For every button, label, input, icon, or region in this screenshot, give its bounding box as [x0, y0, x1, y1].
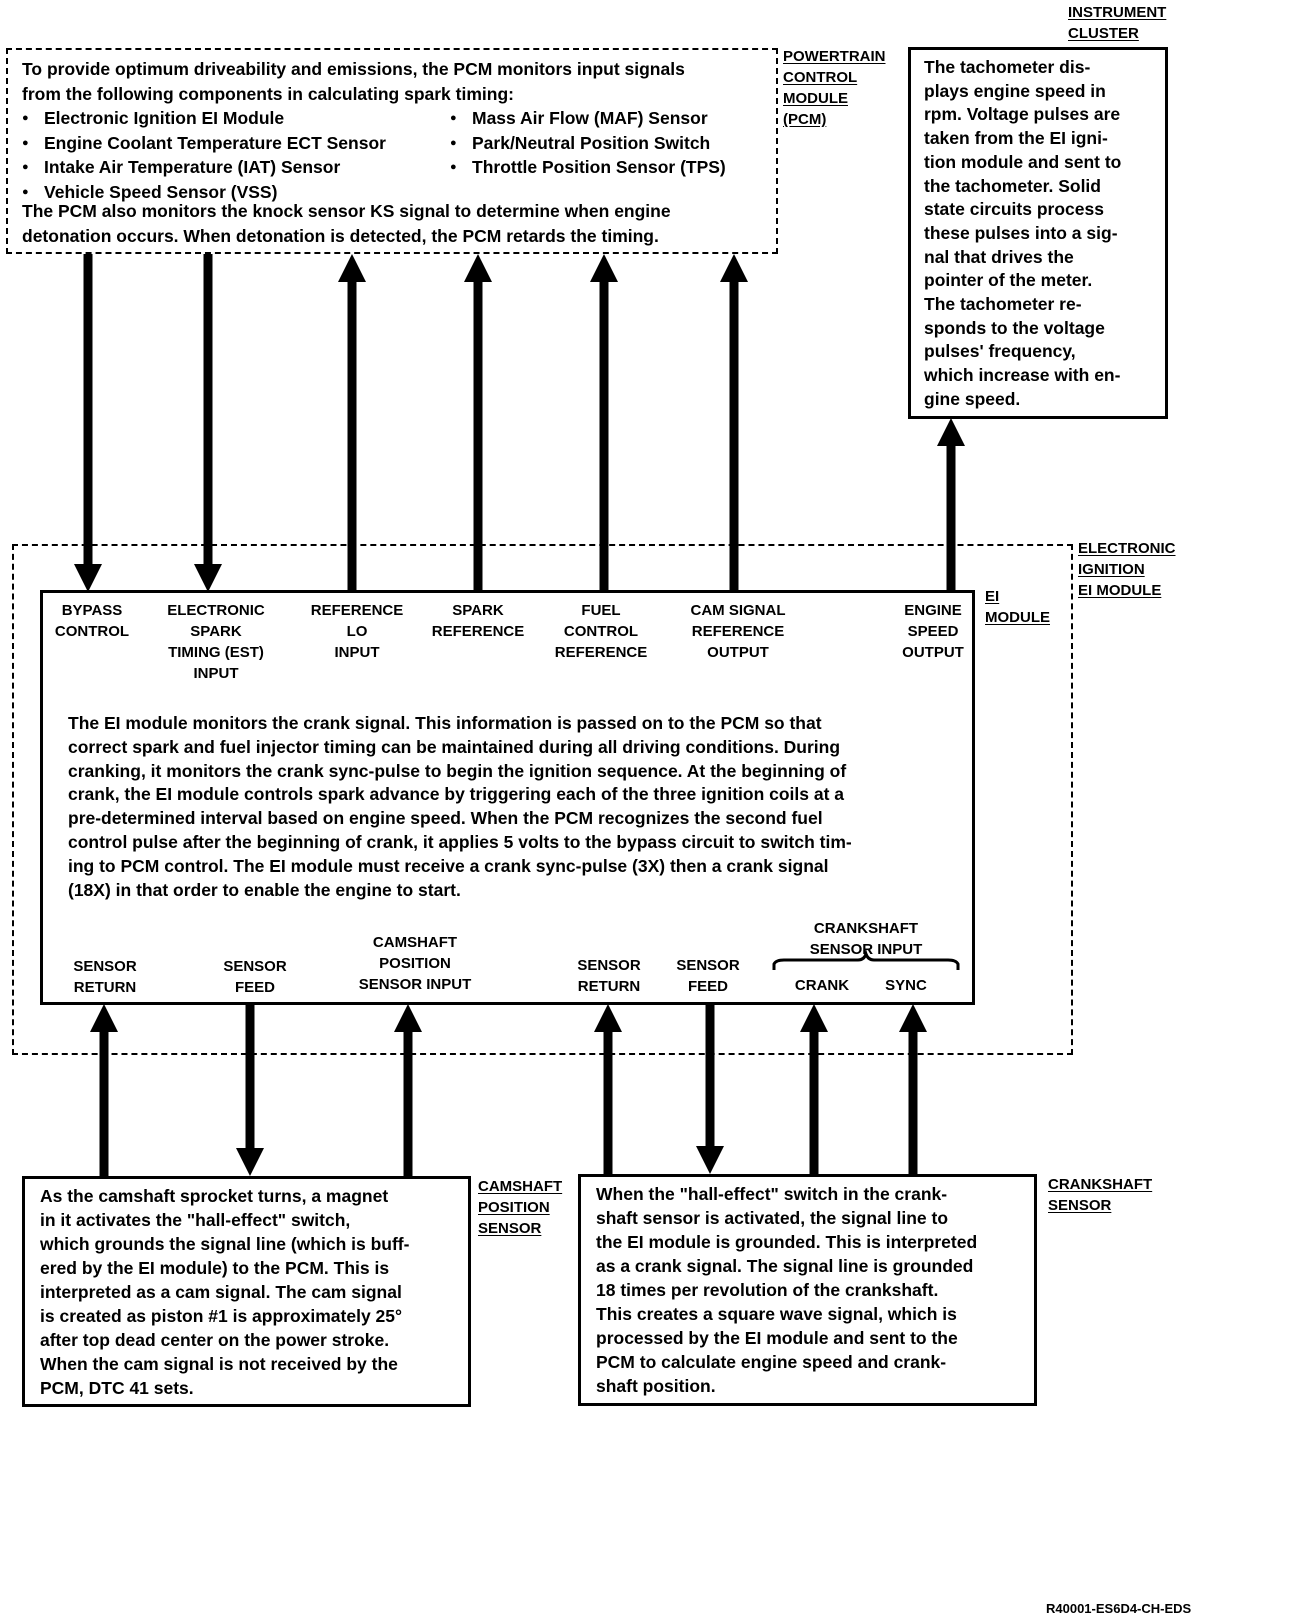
pcm-input-item: ● Vehicle Speed Sensor (VSS): [22, 180, 386, 205]
ei-description: The EI module monitors the crank signal. This information is passed on to the PCM so that correct spark and fuel injector timing can be maintained during all driving conditions. During cranking, it monitors the crank sync-pulse to begin the ignition sequence. At the beginning of crank, the EI module controls spark advance by triggering each of the three ignition coils at a pre-determined interval based on engine speed. When the PCM recognizes the second fuel control pulse after the beginning of crank, it applies 5 volts to the bypass circuit to switch tim- ing to PCM control. The EI module must receive a crank sync-pulse (3X) then a crank signal (18X) in that order to enable the engine to start.: [68, 713, 852, 900]
pcm-intro-text: To provide optimum driveability and emissions, the PCM monitors input signals from the following components in calculating spark timing:: [22, 59, 685, 104]
pin-camshaft-position-sensor-input: CAMSHAFT POSITION SENSOR INPUT: [358, 934, 472, 993]
wire-spark-reference: [464, 254, 492, 590]
pin-sensor-feed-crank: SENSOR FEED: [676, 957, 740, 995]
pcm-input-item: ● Park/Neutral Position Switch: [450, 131, 726, 156]
pin-engine-speed-output: ENGINE SPEED OUTPUT: [902, 602, 964, 661]
crankshaft-sensor-text: When the "hall-effect" switch in the crank- shaft sensor is activated, the signal line to the EI module is grounded. This is interpreted as a crank signal. The signal line is grounded 18 times per revolution of the crankshaft. This creates a square wave signal, which is processed by the EI module and sent to the PCM to calculate engine speed and crank- shaft position.: [596, 1184, 978, 1396]
wire-reference-lo: [338, 254, 366, 590]
pcm-knock-text: The PCM also monitors the knock sensor KS signal to determine when engine detonation occurs. When detonation is detected, the PCM retards the timing.: [22, 201, 671, 246]
wire-sensor-feed-cam: [236, 1004, 264, 1176]
pin-sensor-return-crank: SENSOR RETURN: [577, 957, 641, 995]
wire-camshaft-position-input: [394, 1004, 422, 1176]
pin-bypass-control: BYPASS CONTROL: [54, 602, 130, 640]
crankshaft-sensor-input-label: CRANKSHAFT SENSOR INPUT: [809, 920, 923, 958]
pin-sensor-return-cam: SENSOR RETURN: [73, 958, 137, 996]
camshaft-sensor-label: CAMSHAFT POSITION SENSOR: [478, 1178, 563, 1237]
pin-fuel-control-reference: FUEL CONTROL REFERENCE: [554, 602, 648, 661]
wire-cam-signal-reference: [720, 254, 748, 590]
pin-reference-lo-input: REFERENCE LO INPUT: [310, 602, 404, 661]
crankshaft-input-bracket: [774, 954, 958, 970]
wire-fuel-control-reference: [590, 254, 618, 590]
crankshaft-sensor-label: CRANKSHAFT SENSOR: [1048, 1176, 1153, 1214]
pcm-input-item: ● Intake Air Temperature (IAT) Sensor: [22, 155, 386, 180]
pcm-label: POWERTRAIN CONTROL MODULE (PCM): [783, 48, 886, 128]
wire-engine-speed-output: [937, 418, 965, 590]
pcm-input-item: ● Mass Air Flow (MAF) Sensor: [450, 106, 726, 131]
wire-sensor-feed-crank: [696, 1004, 724, 1174]
pcm-input-item: ● Throttle Position Sensor (TPS): [450, 155, 726, 180]
pcm-input-item: ● Electronic Ignition EI Module: [22, 106, 386, 131]
ei-outer-label: ELECTRONIC IGNITION EI MODULE: [1078, 540, 1176, 599]
pin-cam-signal-reference-output: CAM SIGNAL REFERENCE OUTPUT: [690, 602, 786, 661]
wire-sync: [899, 1004, 927, 1174]
wire-est: [194, 254, 222, 592]
wire-bypass-control: [74, 254, 102, 592]
pcm-input-item: ● Engine Coolant Temperature ECT Sensor: [22, 131, 386, 156]
pin-spark-reference: SPARK REFERENCE: [431, 602, 525, 640]
wire-sensor-return-crank: [594, 1004, 622, 1174]
pin-crank: CRANK: [794, 977, 850, 994]
instrument-cluster-text: The tachometer dis- plays engine speed in rpm. Voltage pulses are taken from the EI igni- tion module and sent to the tachometer. Solid state circuits process these pulses into a sig- nal that drives the pointer of the meter. The tachometer re- sponds to the voltage pulses' frequency, which increase with en- gine speed.: [924, 57, 1122, 409]
pin-sync: SYNC: [885, 977, 927, 994]
instrument-cluster-label: INSTRUMENT CLUSTER: [1068, 4, 1167, 42]
wire-crank: [800, 1004, 828, 1174]
pin-sensor-feed-cam: SENSOR FEED: [223, 958, 287, 996]
pin-est-input: ELECTRONIC SPARK TIMING (EST) INPUT: [167, 602, 265, 682]
camshaft-sensor-text: As the camshaft sprocket turns, a magnet in it activates the "hall-effect" switch, which grounds the signal line (which is buff- ered by the EI module) to the PCM. This is interpreted as a cam signal. The cam signal is created as piston #1 is approximately 25° after top dead center on the power stroke. When the cam signal is not received by the PCM, DTC 41 sets.: [40, 1186, 410, 1398]
ei-module-label: EI MODULE: [985, 588, 1050, 626]
figure-id: R40001-ES6D4-CH-EDS: [1046, 1601, 1192, 1616]
wire-sensor-return-cam: [90, 1004, 118, 1176]
